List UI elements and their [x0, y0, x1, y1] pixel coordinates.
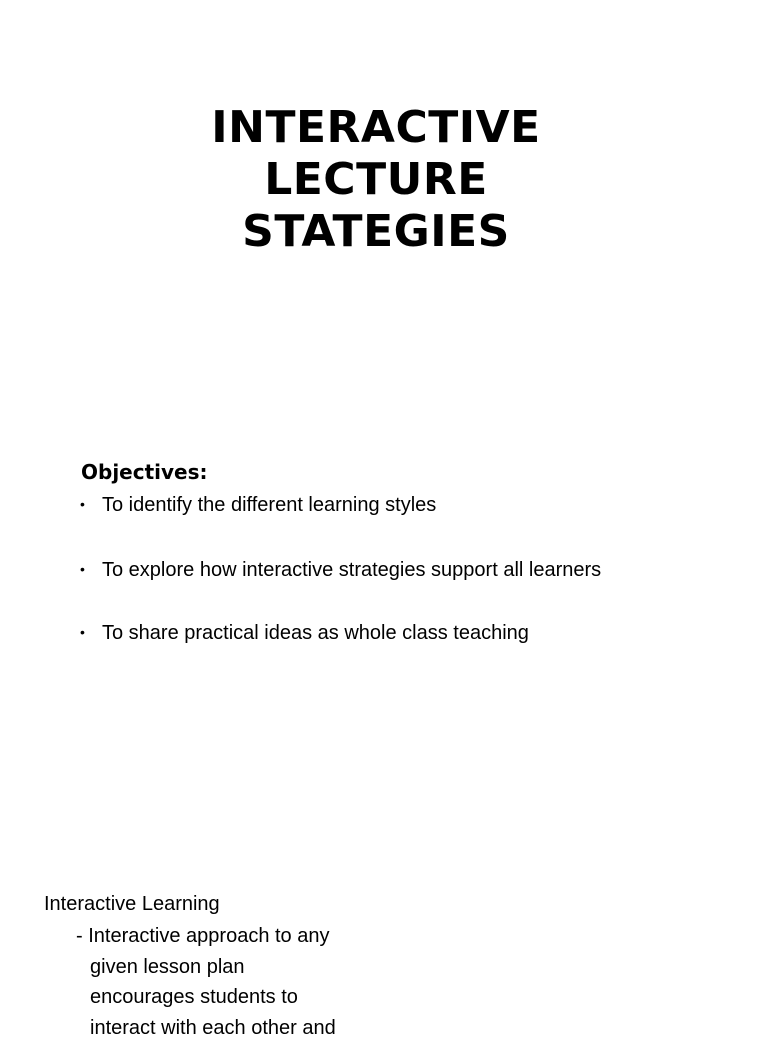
- bullet-icon: •: [80, 490, 102, 518]
- title-line: INTERACTIVE: [0, 102, 752, 154]
- objective-text: To share practical ideas as whole class teaching: [102, 622, 529, 644]
- list-item: [80, 618, 529, 647]
- objectives-heading: Objectives:: [81, 459, 208, 485]
- title-line: STATEGIES: [0, 206, 752, 258]
- list-item: [80, 555, 601, 584]
- objective-text: To identify the different learning styles: [102, 494, 436, 516]
- page-title: [0, 102, 752, 258]
- bullet-icon: •: [80, 618, 102, 646]
- interactive-learning-body: [76, 921, 336, 1043]
- objective-text: To explore how interactive strategies support all learners: [102, 559, 601, 581]
- title-line: LECTURE: [0, 154, 752, 206]
- body-line: interact with each other and: [76, 1013, 336, 1043]
- list-item: [80, 490, 436, 519]
- body-line: - Interactive approach to any: [76, 921, 336, 952]
- body-line: given lesson plan: [76, 952, 336, 983]
- interactive-learning-heading: Interactive Learning: [44, 890, 220, 918]
- bullet-icon: •: [80, 555, 102, 583]
- body-line: encourages students to: [76, 982, 336, 1013]
